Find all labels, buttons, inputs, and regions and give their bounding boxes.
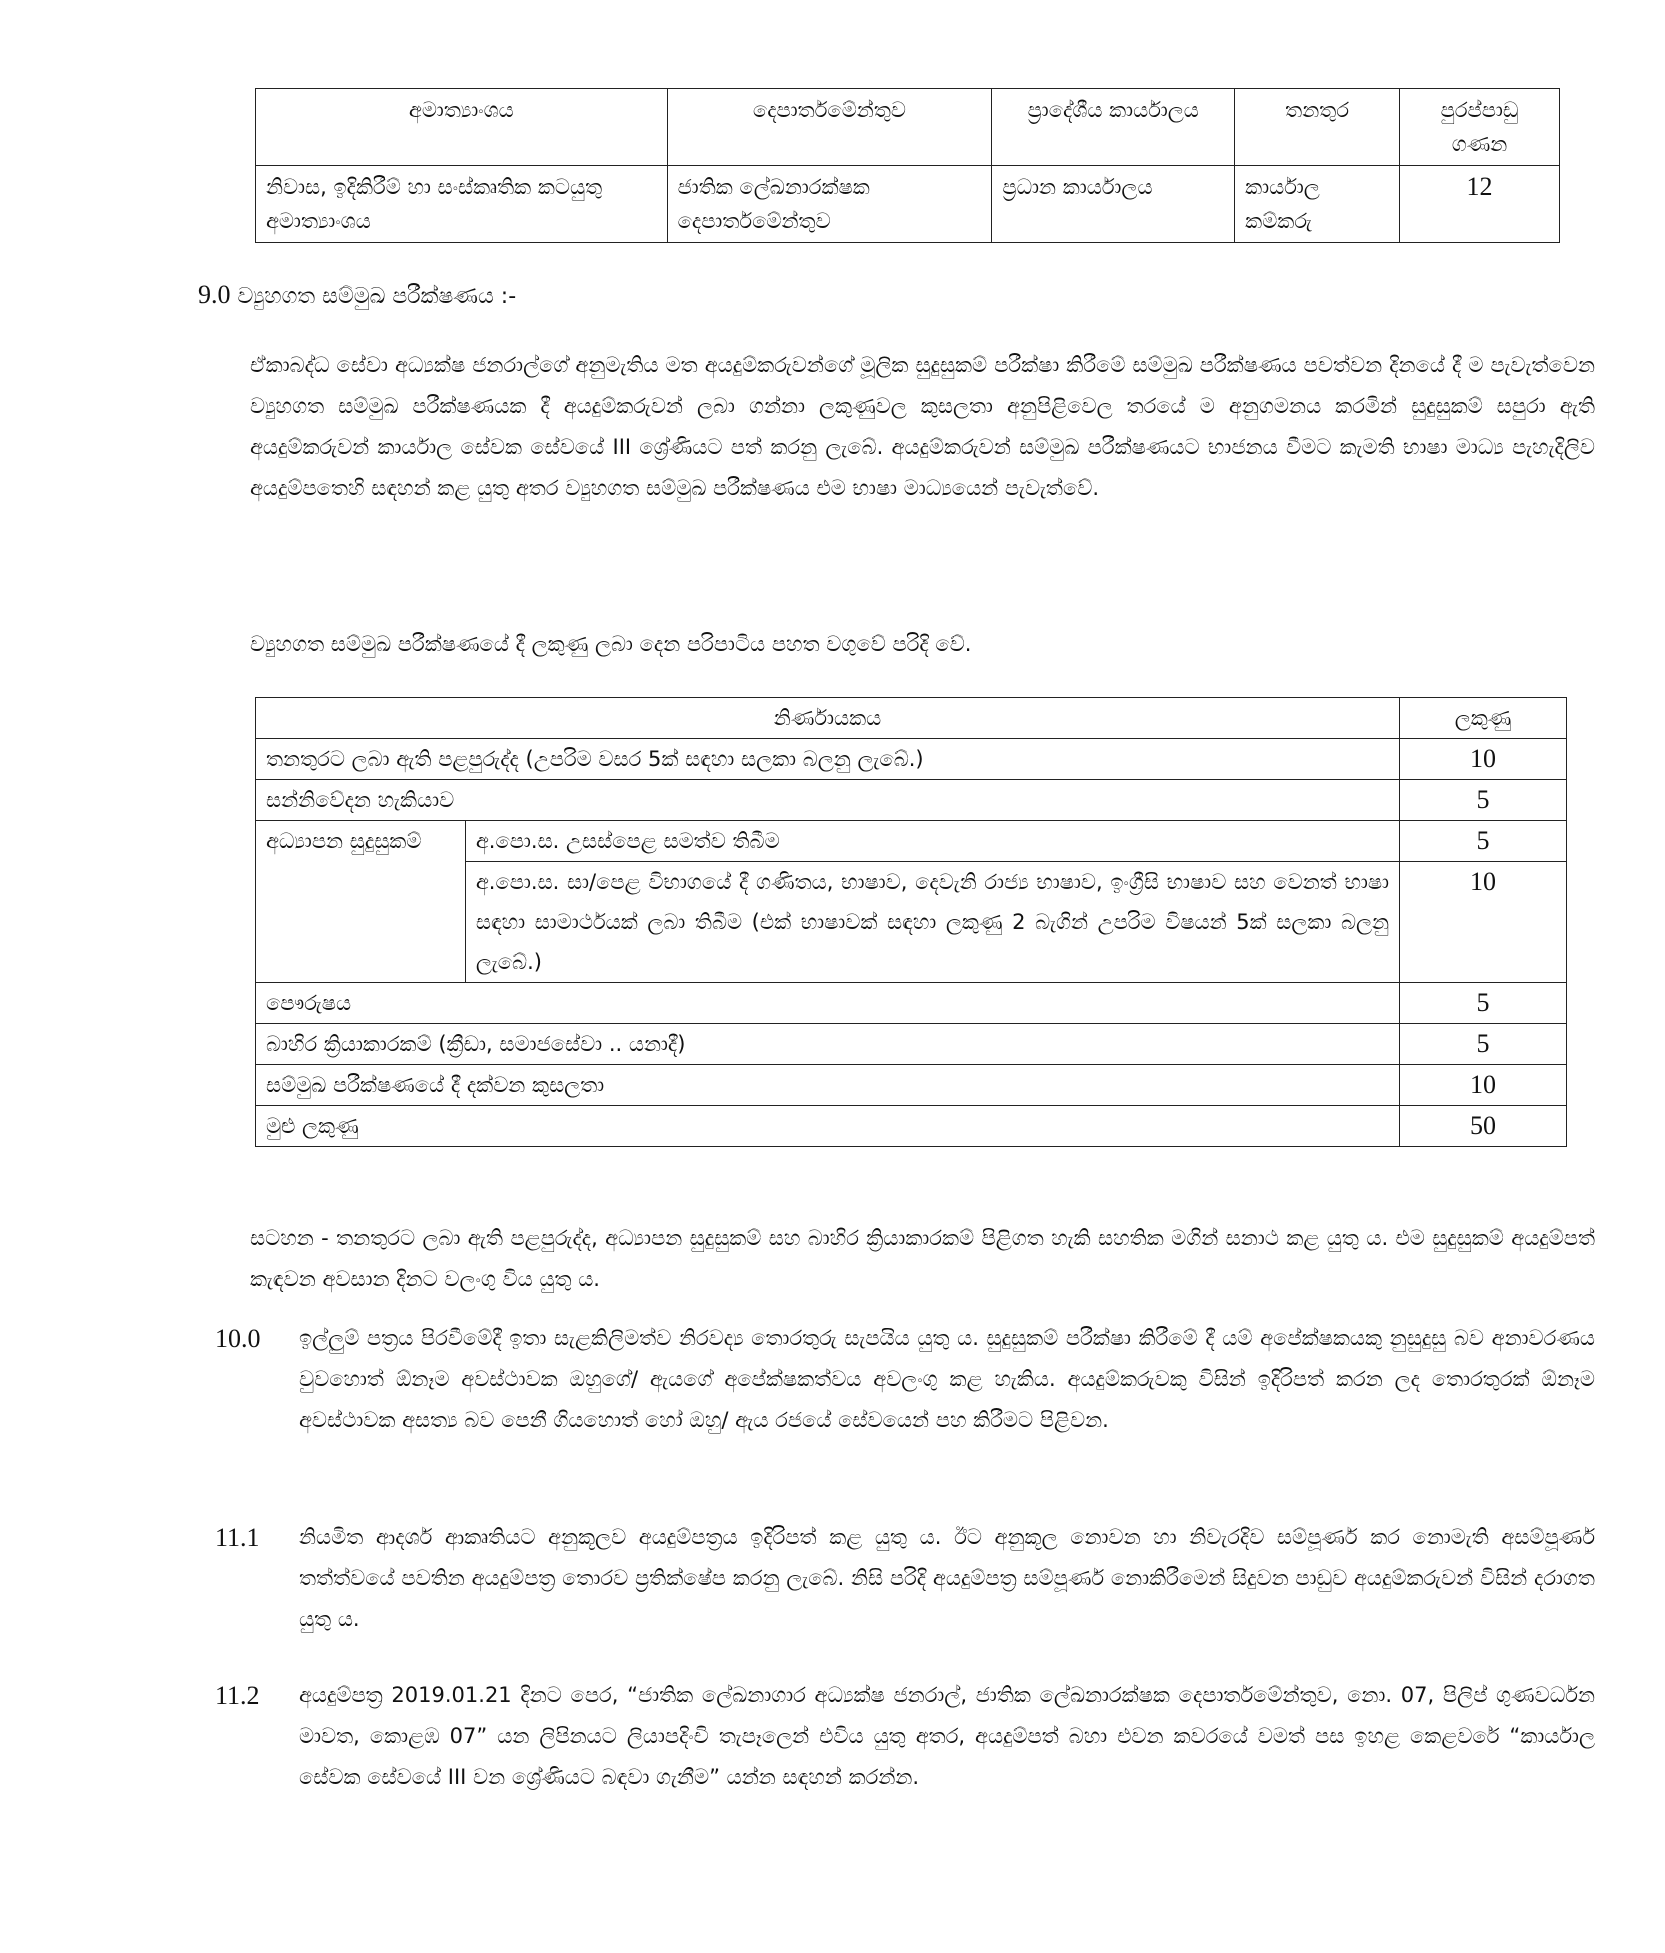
- header-department: දෙපාර්තමේන්තුව: [667, 89, 992, 166]
- section-11-2-number: 11.2: [215, 1681, 260, 1710]
- criterion-experience: තනතුරට ලබා ඇති පළපුරුද්ද (උපරිම වසර 5ක් සඳහා සලකා බලනු ලැබේ.): [256, 739, 1400, 780]
- table-row: [256, 739, 1567, 780]
- marks-table-intro: ව්‍යුහගත සම්මුඛ පරීක්ෂණයේ දී ලකුණු ලබා දෙන පරිපාටිය පහත වගුවේ පරිදි වේ.: [250, 632, 972, 656]
- section-11-1-number: 11.1: [215, 1523, 260, 1552]
- note-paragraph: සටහන - තනතුරට ලබා ඇති පළපුරුද්ද, අධ්‍යාපන සුදුසුකම් සහ බාහිර ක්‍රියාකාරකම් පිළිගත හැකි සහතික මගින් සනාථ කළ යුතු ය. එම සුදුසුකම් අයදුම්පත් කැඳවන අවසාන දිනට වලංගු විය යුතු ය.: [250, 1226, 1595, 1291]
- header-ministry: අමාත්‍යාංශය: [256, 89, 668, 166]
- table-row: [256, 780, 1567, 821]
- table-row: [256, 983, 1567, 1024]
- criterion-interview-skills: සම්මුඛ පරීක්ෂණයේ දී දක්වන කුසලතා: [256, 1065, 1400, 1106]
- section-11-2: [215, 1675, 1595, 1798]
- header-regional-office: ප්‍රාදේශීය කාර්යාලය: [992, 89, 1235, 166]
- section-9-number: 9.0: [198, 280, 231, 309]
- marks-personality: 5: [1400, 983, 1567, 1024]
- table-row: [256, 821, 1567, 862]
- section-11-1: [215, 1517, 1595, 1640]
- criterion-communication: සන්නිවේදන හැකියාව: [256, 780, 1400, 821]
- criterion-personality: පෞරුෂය: [256, 983, 1400, 1024]
- cell-vacancies: 12: [1400, 166, 1560, 243]
- header-vacancies: පුරප්පාඩු ගණන: [1400, 89, 1560, 166]
- marks-ol: 10: [1400, 862, 1567, 983]
- marks-total: 50: [1400, 1106, 1567, 1147]
- cell-department: ජාතික ලේඛනාරක්ෂක දෙපාර්තමේන්තුව: [667, 166, 992, 243]
- marks-al: 5: [1400, 821, 1567, 862]
- section-11-1-text: නියමිත ආදර්ශ ආකෘතියට අනුකූලව අයදුම්පත්‍රය ඉදිරිපත් කළ යුතු ය. ඊට අනුකූල නොවන හා නිවැරදිව සම්පූර්ණ කර නොමැති අසම්පූර්ණ තත්ත්වයේ පවතින අයදුම්පත්‍ර තොරව ප්‍රතික්ෂේප කරනු ලැබේ. නිසි පරිදි අයදුම්පත්‍ර සම්පූර්ණ නොකිරීමෙන් සිදුවන පාඩුව අයදුම්කරුවන් විසින් දරාගත යුතු ය.: [299, 1525, 1595, 1631]
- criterion-al: අ.පො.ස. උසස්පෙළ සමත්ව තිබීම: [465, 821, 1399, 862]
- header-criterion: නිර්ණායකය: [256, 698, 1400, 739]
- section-11-2-text: අයදුම්පත්‍ර 2019.01.21 දිනට පෙර, “ජාතික ලේඛනාගාර අධ්‍යක්ෂ ජනරාල්, ජාතික ලේඛනාරක්ෂක දෙපාර්තමේන්තුව, නො. 07, පිලිප් ගුණවර්ධන මාවත, කොළඹ 07” යන ලිපිනයට ලියාපදිංචි තැපෑලෙන් එවිය යුතු අතර, අයදුම්පත් බහා එවන කවරයේ වමත් පස ඉහළ කෙළවරේ “කාර්යාල සේවක සේවයේ III වන ශ්‍රේණියට බඳවා ගැනීම” යන්න සඳහන් කරන්න.: [299, 1683, 1595, 1789]
- cell-post: කාර්යාල කම්කරු: [1235, 166, 1400, 243]
- section-9-paragraph: ඒකාබද්ධ සේවා අධ්‍යක්ෂ ජනරාල්ගේ අනුමැතිය මත අයදුම්කරුවන්ගේ මූලික සුදුසුකම් පරීක්ෂා කිරීමේ සම්මුඛ පරීක්ෂණය පවත්වන දිනයේ දී ම පැවැත්වෙන ව්‍යුහගත සම්මුඛ පරීක්ෂණයක දී අයදුම්කරුවන් ලබා ගන්නා ලකුණුවල කුසලතා අනුපිළිවෙල තරයේ ම අනුගමනය කරමින් සුදුසුකම් සපුරා ඇති අයදුම්කරුවන් කාර්යාල සේවක සේවයේ III ශ්‍රේණියට පත් කරනු ලැබේ. අයදුම්කරුවන් සම්මුඛ පරීක්ෂණයට භාජනය වීමට කැමති භාෂා මාධ්‍ය පැහැදිලිව අයදුම්පතෙහි සඳහන් කළ යුතු අතර ව්‍යුහගත සම්මුඛ පරීක්ෂණය එම භාෂා මාධ්‍යයෙන් පැවැත්වේ.: [250, 353, 1595, 500]
- criterion-total: මුළු ලකුණු: [256, 1106, 1400, 1147]
- criterion-ol: අ.පො.ස. සා/පෙළ විභාගයේ දී ගණිතය, භාෂාව, දෙවැනි රාජ්‍ය භාෂාව, ඉංග්‍රීසි භාෂාව සහ වෙනත් භාෂා සඳහා සාමාර්ථයක් ලබා තිබීම (එක් භාෂාවක් සඳහා ලකුණු 2 බැගින් උපරිම විෂයන් 5ක් සලකා බලනු ලැබේ.): [465, 862, 1399, 983]
- table-row: [256, 1106, 1567, 1147]
- table-row: [256, 1065, 1567, 1106]
- cell-regional-office: ප්‍රධාන කාර්යාලය: [992, 166, 1235, 243]
- header-post: තනතුර: [1235, 89, 1400, 166]
- marks-extracurricular: 5: [1400, 1024, 1567, 1065]
- section-10-number: 10.0: [215, 1324, 261, 1353]
- section-9-heading: [198, 280, 516, 310]
- table-row: [256, 166, 1560, 243]
- criterion-education-group: අධ්‍යාපන සුදුසුකම්: [256, 821, 466, 983]
- vacancy-table-header: [256, 89, 1560, 166]
- vacancy-table: [255, 88, 1560, 243]
- marks-interview-skills: 10: [1400, 1065, 1567, 1106]
- marks-table: [255, 697, 1567, 1147]
- header-marks: ලකුණු: [1400, 698, 1567, 739]
- section-10-text: ඉල්ලුම් පත්‍රය පිරවීමේදී ඉතා සැළකිලිමත්ව නිරවද්‍ය තොරතුරු සැපයිය යුතු ය. සුදුසුකම් පරීක්ෂා කිරීමේ දී යම් අපේක්ෂකයකු නුසුදුසු බව අනාවරණය වුවහොත් ඕනෑම අවස්ථාවක ඔහුගේ/ ඇයගේ අපේක්ෂකත්වය අවලංගු කළ හැකිය. අයදුම්කරුවකු විසින් ඉදිරිපත් කරන ලද තොරතුරක් ඕනෑම අවස්ථාවක අසත්‍ය බව පෙනී ගියහොත් හෝ ඔහු/ ඇය රජයේ සේවයෙන් පහ කිරීමට පිළිවන.: [299, 1326, 1595, 1432]
- marks-communication: 5: [1400, 780, 1567, 821]
- criterion-extracurricular: බාහිර ක්‍රියාකාරකම් (ක්‍රීඩා, සමාජසේවා .. යනාදී): [256, 1024, 1400, 1065]
- marks-experience: 10: [1400, 739, 1567, 780]
- marks-table-header: [256, 698, 1567, 739]
- table-row: [256, 1024, 1567, 1065]
- cell-ministry: නිවාස, ඉදිකිරීම් හා සංස්කෘතික කටයුතු අමාත්‍යාංශය: [256, 166, 668, 243]
- section-9-title: ව්‍යුහගත සම්මුඛ පරීක්ෂණය :-: [237, 284, 517, 309]
- section-10: [215, 1318, 1595, 1441]
